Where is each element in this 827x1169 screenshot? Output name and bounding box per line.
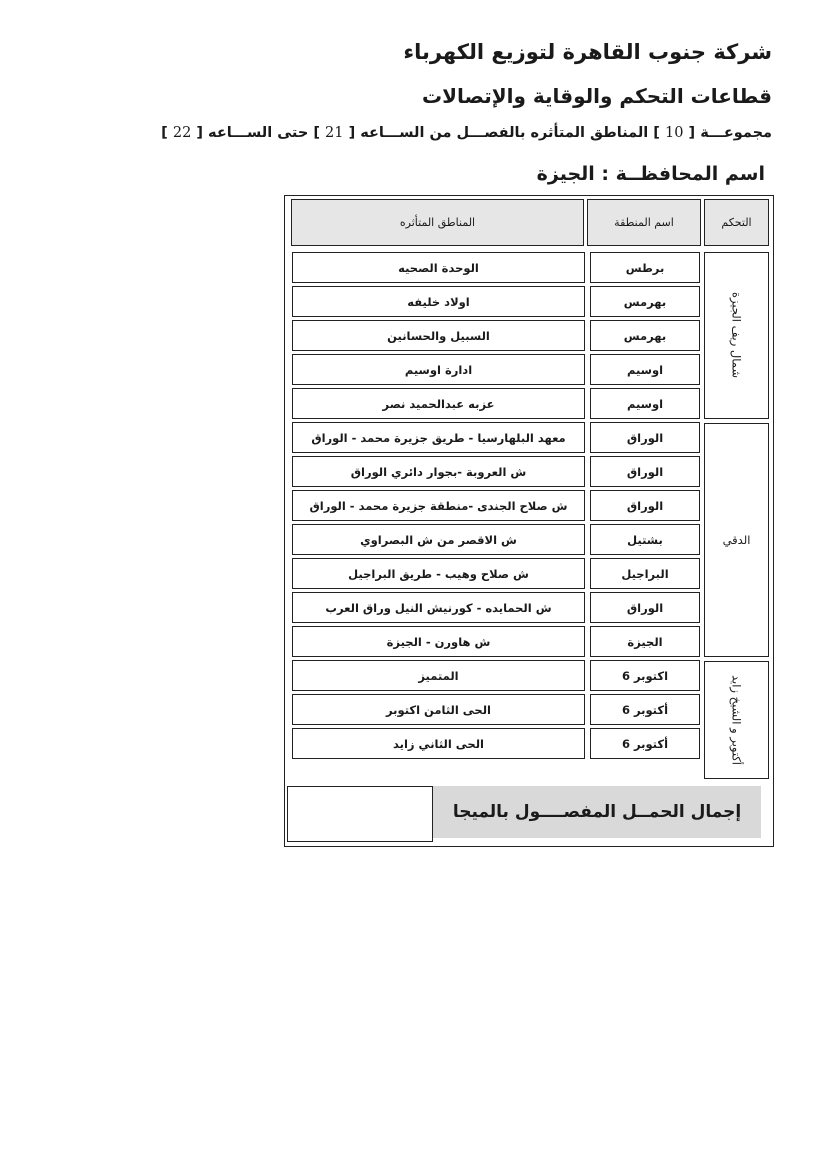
governorate-label: اسم المحافظــة : الجيزة xyxy=(536,163,765,185)
zone-cell: الوراق xyxy=(590,456,700,487)
affected-area-cell: اولاد خليفه xyxy=(292,286,585,317)
column-header-areas: المناطق المتأثره xyxy=(291,199,584,246)
control-group-october-zayed xyxy=(704,661,769,779)
company-name: شركة جنوب القاهرة لتوزيع الكهرباء xyxy=(403,40,772,64)
zone-cell: اوسيم xyxy=(590,388,700,419)
sector-name: قطاعات التحكم والوقاية والإتصالات xyxy=(422,84,772,108)
group-mid: ] المناطق المتأثره بالفصـــل من الســـاعه [ xyxy=(348,125,660,141)
affected-area-cell: ش صلاح الجندى -منطقة جزيرة محمد - الوراق xyxy=(292,490,585,521)
affected-area-cell: الحى الثاني زايد xyxy=(292,728,585,759)
control-group-north-giza xyxy=(704,252,769,419)
zone-cell: الجيزة xyxy=(590,626,700,657)
group-line xyxy=(161,125,772,141)
group-mid2: ] حتى الســـاعه [ xyxy=(196,125,320,141)
zone-cell: برطس xyxy=(590,252,700,283)
zone-cell: أكتوبر 6 xyxy=(590,728,700,759)
control-group-label: شمال ريف الجيزة xyxy=(729,292,744,379)
affected-area-cell: الحى الثامن اكتوبر xyxy=(292,694,585,725)
zone-cell: اوسيم xyxy=(590,354,700,385)
affected-area-cell: ش الاقصر من ش البصراوي xyxy=(292,524,585,555)
group-prefix: مجموعـــة [ xyxy=(688,125,772,141)
zone-cell: بهرمس xyxy=(590,320,700,351)
zone-cell: بشتيل xyxy=(590,524,700,555)
affected-area-cell: عزبه عبدالحميد نصر xyxy=(292,388,585,419)
affected-area-cell: ش صلاح وهيب - طريق البراجيل xyxy=(292,558,585,589)
zone-cell: اكتوبر 6 xyxy=(590,660,700,691)
to-hour: 22 xyxy=(172,125,192,141)
affected-area-cell: ادارة اوسيم xyxy=(292,354,585,385)
column-header-control: التحكم xyxy=(704,199,769,246)
affected-area-cell: ش الحمايده - كورنيش النيل وراق العرب xyxy=(292,592,585,623)
affected-area-cell: الوحدة الصحيه xyxy=(292,252,585,283)
control-group-label: أكتوبر و الشيخ زايد xyxy=(729,675,744,765)
affected-area-cell: معهد البلهارسيا - طريق جزيرة محمد - الوراق xyxy=(292,422,585,453)
total-load-value xyxy=(287,786,433,842)
column-header-zone: اسم المنطقة xyxy=(587,199,701,246)
control-group-label: الدقي xyxy=(722,533,751,547)
group-suffix: ] xyxy=(161,125,168,141)
affected-area-cell: ش هاورن - الجيزة xyxy=(292,626,585,657)
control-group-dokki xyxy=(704,423,769,657)
zone-cell: أكتوبر 6 xyxy=(590,694,700,725)
zone-cell: الوراق xyxy=(590,490,700,521)
zone-cell: بهرمس xyxy=(590,286,700,317)
zone-cell: الوراق xyxy=(590,592,700,623)
affected-area-cell: ش العروبة -بجوار دائري الوراق xyxy=(292,456,585,487)
total-load-label: إجمال الحمــل المفصــــول بالميجا xyxy=(433,786,761,838)
from-hour: 21 xyxy=(325,125,344,141)
affected-area-cell: السبيل والحسانين xyxy=(292,320,585,351)
zone-cell: الوراق xyxy=(590,422,700,453)
zone-cell: البراجيل xyxy=(590,558,700,589)
affected-area-cell: المتميز xyxy=(292,660,585,691)
group-number: 10 xyxy=(665,125,684,141)
